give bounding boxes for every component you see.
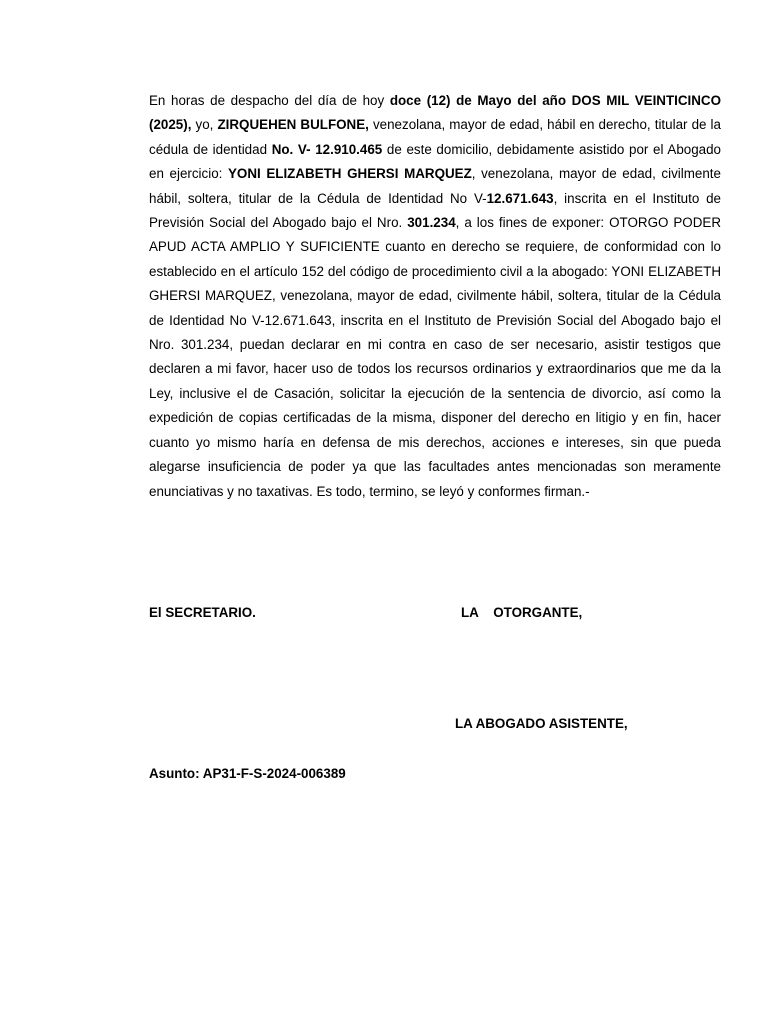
signature-secretario-label: El SECRETARIO.	[149, 605, 256, 620]
body-segment-2-date: doce (12) de Mayo del año DOS MIL VEINTICINCO (2025),	[149, 93, 722, 133]
body-segment-8-lawyer-name: YONI ELIZABETH GHERSI MARQUEZ	[227, 166, 472, 182]
body-segment-13: , a los fines de exponer: OTORGO PODER APUD ACTA AMPLIO Y SUFICIENTE cuanto en derecho se requiere, de conformidad con lo establecido en el artículo 152 del código de procedimiento civil a la abogado: YONI ELIZABETH GHERSI MARQUEZ, venezolana, mayor de edad, civilmente hábil, soltera, titular de la Cédula de Identidad No V-12.671.643, inscrita en el Instituto de Previsión Social del Abogado bajo el Nro. 301.234, puedan declarar en mi contra en caso de ser necesario, asistir testigos que declaren a mi favor, hacer uso de todos los recursos ordinarios y extraordinarios que me da la Ley, inclusive el de Casación, solicitar la ejecución de la sentencia de divorcio, así como la expedición de copias certificadas de la misma, disponer del derecho en litigio y en fin, hacer cuanto yo mismo haría en defensa de mis derechos, acciones e intereses, sin que pueda alegarse insuficiencia de poder ya que las facultades antes mencionadas son meramente enunciativas y no taxativas. Es todo, termino, se leyó y conformes firman.-	[149, 215, 721, 499]
body-segment-9: , venezolana, mayor de edad, civilmente hábil, soltera, titular de la Cédula de Identidad No V-	[149, 166, 721, 206]
body-segment-10-lawyer-id: 12.671.643	[486, 190, 554, 206]
body-segment-1: En horas de despacho del día de hoy	[149, 93, 390, 108]
body-segment-5: venezolana, mayor de edad, hábil en derecho, titular de la cédula de identidad	[149, 117, 721, 157]
body-segment-7: de este domicilio, debidamente asistido por el Abogado en ejercicio:	[149, 141, 722, 182]
signature-abogado-label: LA ABOGADO ASISTENTE,	[455, 716, 628, 731]
body-segment-11: , inscrita en el Instituto de Previsión Social del Abogado bajo el Nro.	[149, 190, 722, 231]
asunto-reference: Asunto: AP31-F-S-2024-006389	[149, 766, 346, 781]
body-segment-6-grantor-id: No. V- 12.910.465	[271, 141, 383, 157]
body-segment-3: yo,	[191, 117, 218, 133]
document-body	[149, 89, 721, 504]
signature-otorgante-label: LA OTORGANTE,	[461, 605, 583, 620]
body-segment-12-inpreabogado-number: 301.234	[407, 215, 456, 231]
body-segment-4-grantor-name: ZIRQUEHEN BULFONE,	[217, 117, 369, 133]
